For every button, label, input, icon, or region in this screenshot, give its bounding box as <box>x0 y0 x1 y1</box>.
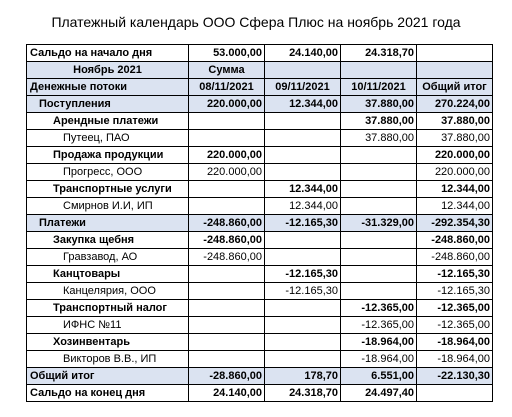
row-value <box>189 351 265 368</box>
row-label: Гравзавод, АО <box>27 249 189 266</box>
row-value: -248.860,00 <box>189 215 265 232</box>
row-value: -31.329,00 <box>341 215 417 232</box>
row-value: -12.165,30 <box>265 215 341 232</box>
page-title: Платежный календарь ООО Сфера Плюс на ноябрь 2021 года <box>51 14 461 30</box>
row-value <box>265 113 341 130</box>
cash-flows-header: Денежные потоки <box>27 79 189 96</box>
table-row <box>27 232 493 249</box>
table-row <box>27 147 493 164</box>
row-value <box>341 164 417 181</box>
row-value: 12.344,00 <box>417 181 493 198</box>
table-row <box>27 283 493 300</box>
row-label: Транспортный налог <box>27 300 189 317</box>
row-value <box>265 351 341 368</box>
table-row <box>27 96 493 113</box>
opening-balance-value <box>417 45 493 62</box>
row-value <box>189 198 265 215</box>
row-value: -248.860,00 <box>417 232 493 249</box>
row-label: Платежи <box>27 215 189 232</box>
row-value: -18.964,00 <box>417 334 493 351</box>
row-value: -12.165,30 <box>265 266 341 283</box>
row-value: 220.000,00 <box>189 147 265 164</box>
row-value: 220.000,00 <box>189 96 265 113</box>
row-value <box>265 232 341 249</box>
sum-label: Сумма <box>189 62 265 79</box>
row-value <box>189 283 265 300</box>
payment-calendar-table <box>26 44 493 402</box>
row-value <box>341 283 417 300</box>
row-label: Хозинвентарь <box>27 334 189 351</box>
row-value: -18.964,00 <box>341 334 417 351</box>
row-value: -12.165,30 <box>417 283 493 300</box>
closing-balance-value: 24.318,70 <box>265 385 341 402</box>
row-value <box>189 317 265 334</box>
row-value <box>265 317 341 334</box>
closing-balance-value <box>417 385 493 402</box>
row-label: Закупка щебня <box>27 232 189 249</box>
row-value: 12.344,00 <box>265 96 341 113</box>
row-label: Викторов В.В., ИП <box>27 351 189 368</box>
row-value: 37.880,00 <box>417 130 493 147</box>
row-value <box>265 147 341 164</box>
row-value: 37.880,00 <box>341 96 417 113</box>
date-header: 09/11/2021 <box>265 79 341 96</box>
row-label: Путеец, ПАО <box>27 130 189 147</box>
grand-total-value: -22.130,30 <box>417 368 493 385</box>
row-value <box>341 198 417 215</box>
row-value <box>189 130 265 147</box>
row-value: 220.000,00 <box>189 164 265 181</box>
closing-balance-label: Сальдо на конец дня <box>27 385 189 402</box>
row-value: -18.964,00 <box>417 351 493 368</box>
row-value <box>265 300 341 317</box>
row-value: -12.365,00 <box>417 317 493 334</box>
row-value <box>189 334 265 351</box>
header-row <box>27 79 493 96</box>
closing-balance-value: 24.497,40 <box>341 385 417 402</box>
row-value: 12.344,00 <box>265 181 341 198</box>
table-row <box>27 266 493 283</box>
row-value: -248.860,00 <box>189 232 265 249</box>
row-value: -12.165,30 <box>265 283 341 300</box>
month-label: Ноябрь 2021 <box>27 62 189 79</box>
row-value <box>189 181 265 198</box>
grand-total-value: 6.551,00 <box>341 368 417 385</box>
grand-total-label: Общий итог <box>27 368 189 385</box>
row-label: Продажа продукции <box>27 147 189 164</box>
row-value <box>189 113 265 130</box>
opening-balance-value: 24.318,70 <box>341 45 417 62</box>
row-label: Канцелярия, ООО <box>27 283 189 300</box>
row-value: 270.224,00 <box>417 96 493 113</box>
table-row <box>27 300 493 317</box>
row-value: -12.365,00 <box>341 300 417 317</box>
row-value <box>341 249 417 266</box>
row-value: -12.165,30 <box>417 266 493 283</box>
table-row <box>27 130 493 147</box>
row-label: ИФНС №11 <box>27 317 189 334</box>
row-value: -18.964,00 <box>341 351 417 368</box>
grand-total-row <box>27 368 493 385</box>
row-value: -292.354,30 <box>417 215 493 232</box>
opening-balance-label: Сальдо на начало дня <box>27 45 189 62</box>
row-value <box>341 147 417 164</box>
month-row <box>27 62 493 79</box>
table-row <box>27 113 493 130</box>
row-value <box>189 266 265 283</box>
table-row <box>27 164 493 181</box>
grand-total-value: -28.860,00 <box>189 368 265 385</box>
row-value: 12.344,00 <box>417 198 493 215</box>
row-value <box>341 181 417 198</box>
row-value: 220.000,00 <box>417 147 493 164</box>
row-value <box>265 249 341 266</box>
row-value: -12.365,00 <box>341 317 417 334</box>
row-value: 12.344,00 <box>265 198 341 215</box>
date-header: 08/11/2021 <box>189 79 265 96</box>
row-label: Прогресс, ООО <box>27 164 189 181</box>
opening-balance-value: 24.140,00 <box>265 45 341 62</box>
table-row <box>27 249 493 266</box>
row-value: -248.860,00 <box>417 249 493 266</box>
table-row <box>27 317 493 334</box>
row-label: Поступления <box>27 96 189 113</box>
table-row <box>27 351 493 368</box>
row-label: Транспортные услуги <box>27 181 189 198</box>
row-value: 37.880,00 <box>341 113 417 130</box>
closing-balance-value: 24.140,00 <box>189 385 265 402</box>
row-value: 37.880,00 <box>417 113 493 130</box>
row-value <box>341 232 417 249</box>
row-value: -248.860,00 <box>189 249 265 266</box>
row-value: -12.365,00 <box>417 300 493 317</box>
row-value <box>265 130 341 147</box>
total-header: Общий итог <box>417 79 493 96</box>
table-row <box>27 215 493 232</box>
table-row <box>27 198 493 215</box>
row-value <box>341 266 417 283</box>
table-row <box>27 334 493 351</box>
date-header: 10/11/2021 <box>341 79 417 96</box>
grand-total-value: 178,70 <box>265 368 341 385</box>
row-label: Канцтовары <box>27 266 189 283</box>
opening-balance-row <box>27 45 493 62</box>
opening-balance-value: 53.000,00 <box>189 45 265 62</box>
row-label: Смирнов И.И, ИП <box>27 198 189 215</box>
row-value <box>265 164 341 181</box>
row-value <box>189 300 265 317</box>
row-label: Арендные платежи <box>27 113 189 130</box>
row-value: 220.000,00 <box>417 164 493 181</box>
table-row <box>27 181 493 198</box>
closing-balance-row <box>27 385 493 402</box>
row-value: 37.880,00 <box>341 130 417 147</box>
row-value <box>265 334 341 351</box>
